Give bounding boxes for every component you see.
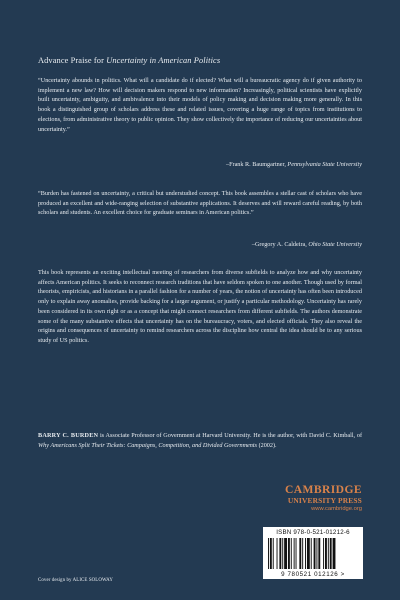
barcode-stripe xyxy=(291,538,292,569)
barcode-stripe xyxy=(296,538,297,569)
author-name: BARRY C. BURDEN xyxy=(38,432,99,439)
barcode-stripe xyxy=(323,538,324,569)
barcode-stripe xyxy=(273,538,274,569)
publisher-name: CAMBRIDGE xyxy=(284,483,362,496)
barcode-stripe xyxy=(302,538,303,569)
cover-design-credit: Cover design by ALICE SOLOWAY xyxy=(38,578,113,583)
praise-quote-1: “Uncertainty abounds in politics. What will a candidate do if elected? What will a bureaucratic agency do if given authority to implement a new law? How will decision makers respond to new information? Increasingly, political scientists have explicitly built uncertainty, ambiguity, and ambivalence into their models of policy making and decision making more generally. In this book a distinguished group of scholars address these and related issues, covering a huge range of topics from institutions to elections, from administrative theory to public opinion. They show collectively the importance of reducing our uncertainties about uncertainty.” xyxy=(38,77,362,133)
barcode-stripe xyxy=(325,538,327,569)
isbn-label: ISBN 978-0-521-01212-6 xyxy=(276,529,350,536)
publisher-url: www.cambridge.org xyxy=(311,506,362,512)
barcode-bars xyxy=(268,538,358,569)
barcode-stripe xyxy=(328,538,329,569)
praise-attribution-1 xyxy=(226,161,362,168)
author-bio-text-2: (2002). xyxy=(257,441,277,449)
barcode-stripe xyxy=(333,538,336,569)
author-bio xyxy=(38,431,362,450)
barcode-stripe xyxy=(282,538,283,569)
advance-praise-heading xyxy=(38,56,220,65)
book-description: This book represents an exciting intellectual meeting of researchers from diverse subfields to analyze how and why uncertainty affects American politics. It seeks to reconnect research traditions that have seldom spoken to one another. Though used by formal theorists, empiricists, and historians in a parallel fashion for a number of years, the notion of uncertainty has often been introduced only to explain away anomalies, provide backing for a larger argument, or justify a particular methodology. Uncertainty has rarely been considered in its own right or as a concept that might connect researchers from different subfields. The authors demonstrate some of the many substantive effects that uncertainty has on the bureaucracy, voters, and elected officials. They also reveal the origins and consequences of uncertainty to remind researchers across the discipline how central the idea should be to any serious study of US politics. xyxy=(38,269,362,344)
barcode-stripe xyxy=(314,538,316,569)
barcode-stripe xyxy=(307,538,310,569)
author-bio-text-1: is Associate Professor of Government at Harvard University. He is the author, with David C. Kimball, of xyxy=(98,432,363,439)
barcode-stripe xyxy=(305,538,306,569)
praise-affiliation-2: Ohio State University xyxy=(308,241,362,248)
praise-attribution-2 xyxy=(252,241,362,248)
barcode-stripe xyxy=(294,538,295,569)
praise-affiliation-1: Pennsylvania State University xyxy=(287,161,362,168)
heading-prefix: Advance Praise for xyxy=(38,56,107,65)
barcode-stripe xyxy=(299,538,301,569)
barcode-stripe xyxy=(279,538,281,569)
publisher-subname: UNIVERSITY PRESS xyxy=(287,496,362,505)
barcode-stripe xyxy=(268,538,269,569)
barcode-stripe xyxy=(330,538,332,569)
barcode-stripe xyxy=(311,538,312,569)
praise-name-2: –Gregory A. Caldeira, xyxy=(251,241,309,248)
praise-name-1: –Frank R. Baumgartner, xyxy=(225,161,288,168)
publisher-logo xyxy=(242,483,362,513)
praise-quote-2: “Burden has fastened on uncertainty, a critical but understudied concept. This book assembles a stellar cast of scholars who have produced an excellent and wide-ranging selection of substantive applications. It deserves and will reward careful reading, by both scholars and students. An excellent choice for graduate seminars in American politics.” xyxy=(38,190,362,217)
barcode-stripe xyxy=(316,538,317,569)
barcode-stripe xyxy=(270,538,272,569)
barcode-number: 9 780521 012126 > xyxy=(281,571,345,578)
book-title: Uncertainty in American Politics xyxy=(106,56,221,65)
barcode-stripe xyxy=(284,538,287,569)
barcode-stripe xyxy=(318,538,320,569)
author-other-book: Why Americans Split Their Tickets: Campaigns, Competition, and Divided Governments xyxy=(38,441,258,449)
barcode-stripe xyxy=(277,538,278,569)
barcode-stripe xyxy=(288,538,290,569)
barcode xyxy=(263,527,363,579)
